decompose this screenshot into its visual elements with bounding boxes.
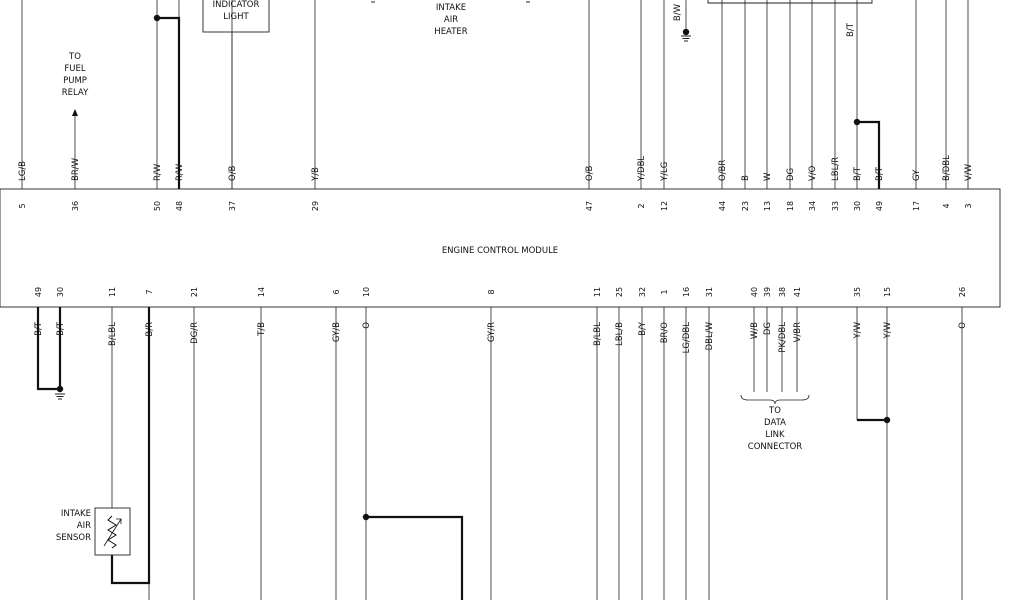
bottom-wire-code: Y/W xyxy=(883,322,893,339)
bottom-wire-code: GY/B xyxy=(332,322,342,343)
top-pin-number: 50 xyxy=(153,200,162,212)
bottom-pin-number: 21 xyxy=(190,286,199,298)
data-link-brace xyxy=(741,395,809,404)
bottom-pin-number: 26 xyxy=(958,286,967,298)
fuel-pump-relay-label: FUEL xyxy=(64,64,86,74)
bottom-wire-code: BR/O xyxy=(660,322,670,344)
top-wire-code: DG xyxy=(786,167,796,181)
fuel-pump-relay-label: PUMP xyxy=(63,76,87,86)
top-wire-code: Y/DBL xyxy=(637,155,647,181)
bottom-pin-number: 38 xyxy=(778,286,787,298)
arrow-up-icon xyxy=(72,109,78,116)
bottom-wire-code: DBL/W xyxy=(705,322,715,351)
bottom-pin-number: 11 xyxy=(108,286,117,298)
top-wire-code: B/T xyxy=(875,167,885,181)
o-wire-heavy xyxy=(366,517,462,600)
r-w-splice-wire xyxy=(157,18,179,189)
fuel-pump-relay-label: RELAY xyxy=(61,88,89,98)
top-pin-number: 29 xyxy=(311,200,320,212)
top-wire-code: R/W xyxy=(153,163,163,181)
bottom-pin-number: 14 xyxy=(257,286,266,298)
bottom-pin-number: 1 xyxy=(660,289,669,295)
top-pin-number: 36 xyxy=(71,200,80,212)
top-wire-code: GY xyxy=(912,169,922,181)
bottom-pin-number: 40 xyxy=(750,286,759,298)
indicator-light-label: INDICATOR xyxy=(212,0,260,10)
top-wire-code: LG/B xyxy=(18,160,28,181)
top-wire-code: V/W xyxy=(964,163,974,181)
bottom-pin-number: 30 xyxy=(56,286,65,298)
indicator-light-label: LIGHT xyxy=(223,12,249,22)
top-pin-number: 2 xyxy=(637,203,646,209)
top-wire-code: W xyxy=(763,172,773,181)
top-pin-number: 23 xyxy=(741,200,750,212)
top-wire-code: Y/LG xyxy=(660,161,670,181)
bottom-wire-code: B/LBL xyxy=(108,322,118,346)
bottom-pin-number: 15 xyxy=(883,286,892,298)
splice-dot xyxy=(884,417,890,423)
top-pin-number: 13 xyxy=(763,200,772,212)
top-pin-number: 34 xyxy=(808,200,817,212)
top-wire-code: O/B xyxy=(228,165,238,181)
bottom-pin-number: 41 xyxy=(793,286,802,298)
top-wire-code: B/DBL xyxy=(942,155,952,181)
ecm-title: ENGINE CONTROL MODULE xyxy=(441,246,559,256)
top-pin-number: 47 xyxy=(585,200,594,212)
bottom-wire-code: PK/DBL xyxy=(778,322,788,353)
top-pin-number: 4 xyxy=(942,203,951,209)
bottom-wire-code: T/B xyxy=(257,322,267,336)
bottom-pin-number: 25 xyxy=(615,286,624,298)
data-link-connector-label: TO xyxy=(769,406,781,416)
top-pin-number: 37 xyxy=(228,200,237,212)
top-wire-code: V/O xyxy=(808,165,818,181)
bottom-pin-number: 11 xyxy=(593,286,602,298)
top-pin-number: 12 xyxy=(660,200,669,212)
top-wire-code: O/B xyxy=(585,165,595,181)
intake-air-sensor-label: INTAKE xyxy=(60,509,91,519)
top-pin-number: 49 xyxy=(875,200,884,212)
bottom-wire-code: O xyxy=(958,322,968,329)
bottom-pin-number: 31 xyxy=(705,286,714,298)
bottom-wire-code: B/T xyxy=(56,322,66,336)
data-link-connector-label: DATA xyxy=(764,418,786,428)
splice-dot xyxy=(57,386,63,392)
bottom-pin-number: 16 xyxy=(682,286,691,298)
top-pin-number: 48 xyxy=(175,200,184,212)
bottom-wire-code: W/B xyxy=(750,322,760,340)
bottom-wire-code: V/BR xyxy=(793,322,803,343)
bottom-wire-code: LBL/B xyxy=(615,322,625,346)
splice-dot xyxy=(363,514,369,520)
bottom-pin-number: 7 xyxy=(145,289,154,295)
top-wire-code: B/T xyxy=(853,167,863,181)
ground-loop-wire xyxy=(38,307,60,389)
bottom-wire-code: DG xyxy=(763,322,773,336)
bottom-wire-code: B/R xyxy=(145,322,155,337)
b-t-wire-code: B/T xyxy=(846,23,856,37)
top-wire-code: BR/W xyxy=(71,157,81,181)
bottom-wire-code: B/Y xyxy=(638,322,648,336)
top-pin-number: 44 xyxy=(718,200,727,212)
fuel-pump-relay-label: TO xyxy=(69,52,81,62)
data-link-connector-label: CONNECTOR xyxy=(747,442,803,452)
bottom-pin-number: 32 xyxy=(638,286,647,298)
top-pin-number: 5 xyxy=(18,203,27,209)
top-wire-code: O/BR xyxy=(718,159,728,181)
bottom-wire-code: DG/R xyxy=(190,322,200,344)
bottom-pin-number: 10 xyxy=(362,286,371,298)
bottom-wire-code: GY/R xyxy=(487,322,497,343)
top-pin-number: 3 xyxy=(964,203,973,209)
top-pin-number: 33 xyxy=(831,200,840,212)
bottom-pin-number: 49 xyxy=(34,286,43,298)
top-wire-code: Y/B xyxy=(311,167,321,181)
intake-air-sensor-label: SENSOR xyxy=(55,533,91,543)
bottom-wire-code: Y/W xyxy=(853,322,863,339)
top-pin-number: 17 xyxy=(912,200,921,212)
top-pin-number: 18 xyxy=(786,200,795,212)
top-wire-code: R/W xyxy=(175,163,185,181)
splice-dot xyxy=(154,15,160,21)
bottom-pin-number: 6 xyxy=(332,289,341,295)
top-wire-code: B xyxy=(741,175,751,181)
intake-air-heater-label: AIR xyxy=(443,15,459,25)
splice-dot xyxy=(683,29,689,35)
intake-air-heater-label: HEATER xyxy=(434,27,468,37)
splice-dot xyxy=(854,119,860,125)
intake-air-heater-label: INTAKE xyxy=(435,3,467,13)
bottom-wire-code: B/LBL xyxy=(593,322,603,346)
bottom-pin-number: 35 xyxy=(853,286,862,298)
bottom-wire-code: LG/DBL xyxy=(682,322,692,354)
top-wire-code: LBL/R xyxy=(831,156,841,181)
top-pin-number: 30 xyxy=(853,200,862,212)
intake-air-sensor-label: AIR xyxy=(76,521,91,531)
bottom-pin-number: 8 xyxy=(487,289,496,295)
bottom-pin-number: 39 xyxy=(763,286,772,298)
bottom-wire-code: B/T xyxy=(34,322,44,336)
b-w-wire-code: B/W xyxy=(673,4,683,22)
bottom-wire-code: O xyxy=(362,322,372,329)
data-link-connector-label: LINK xyxy=(765,430,785,440)
